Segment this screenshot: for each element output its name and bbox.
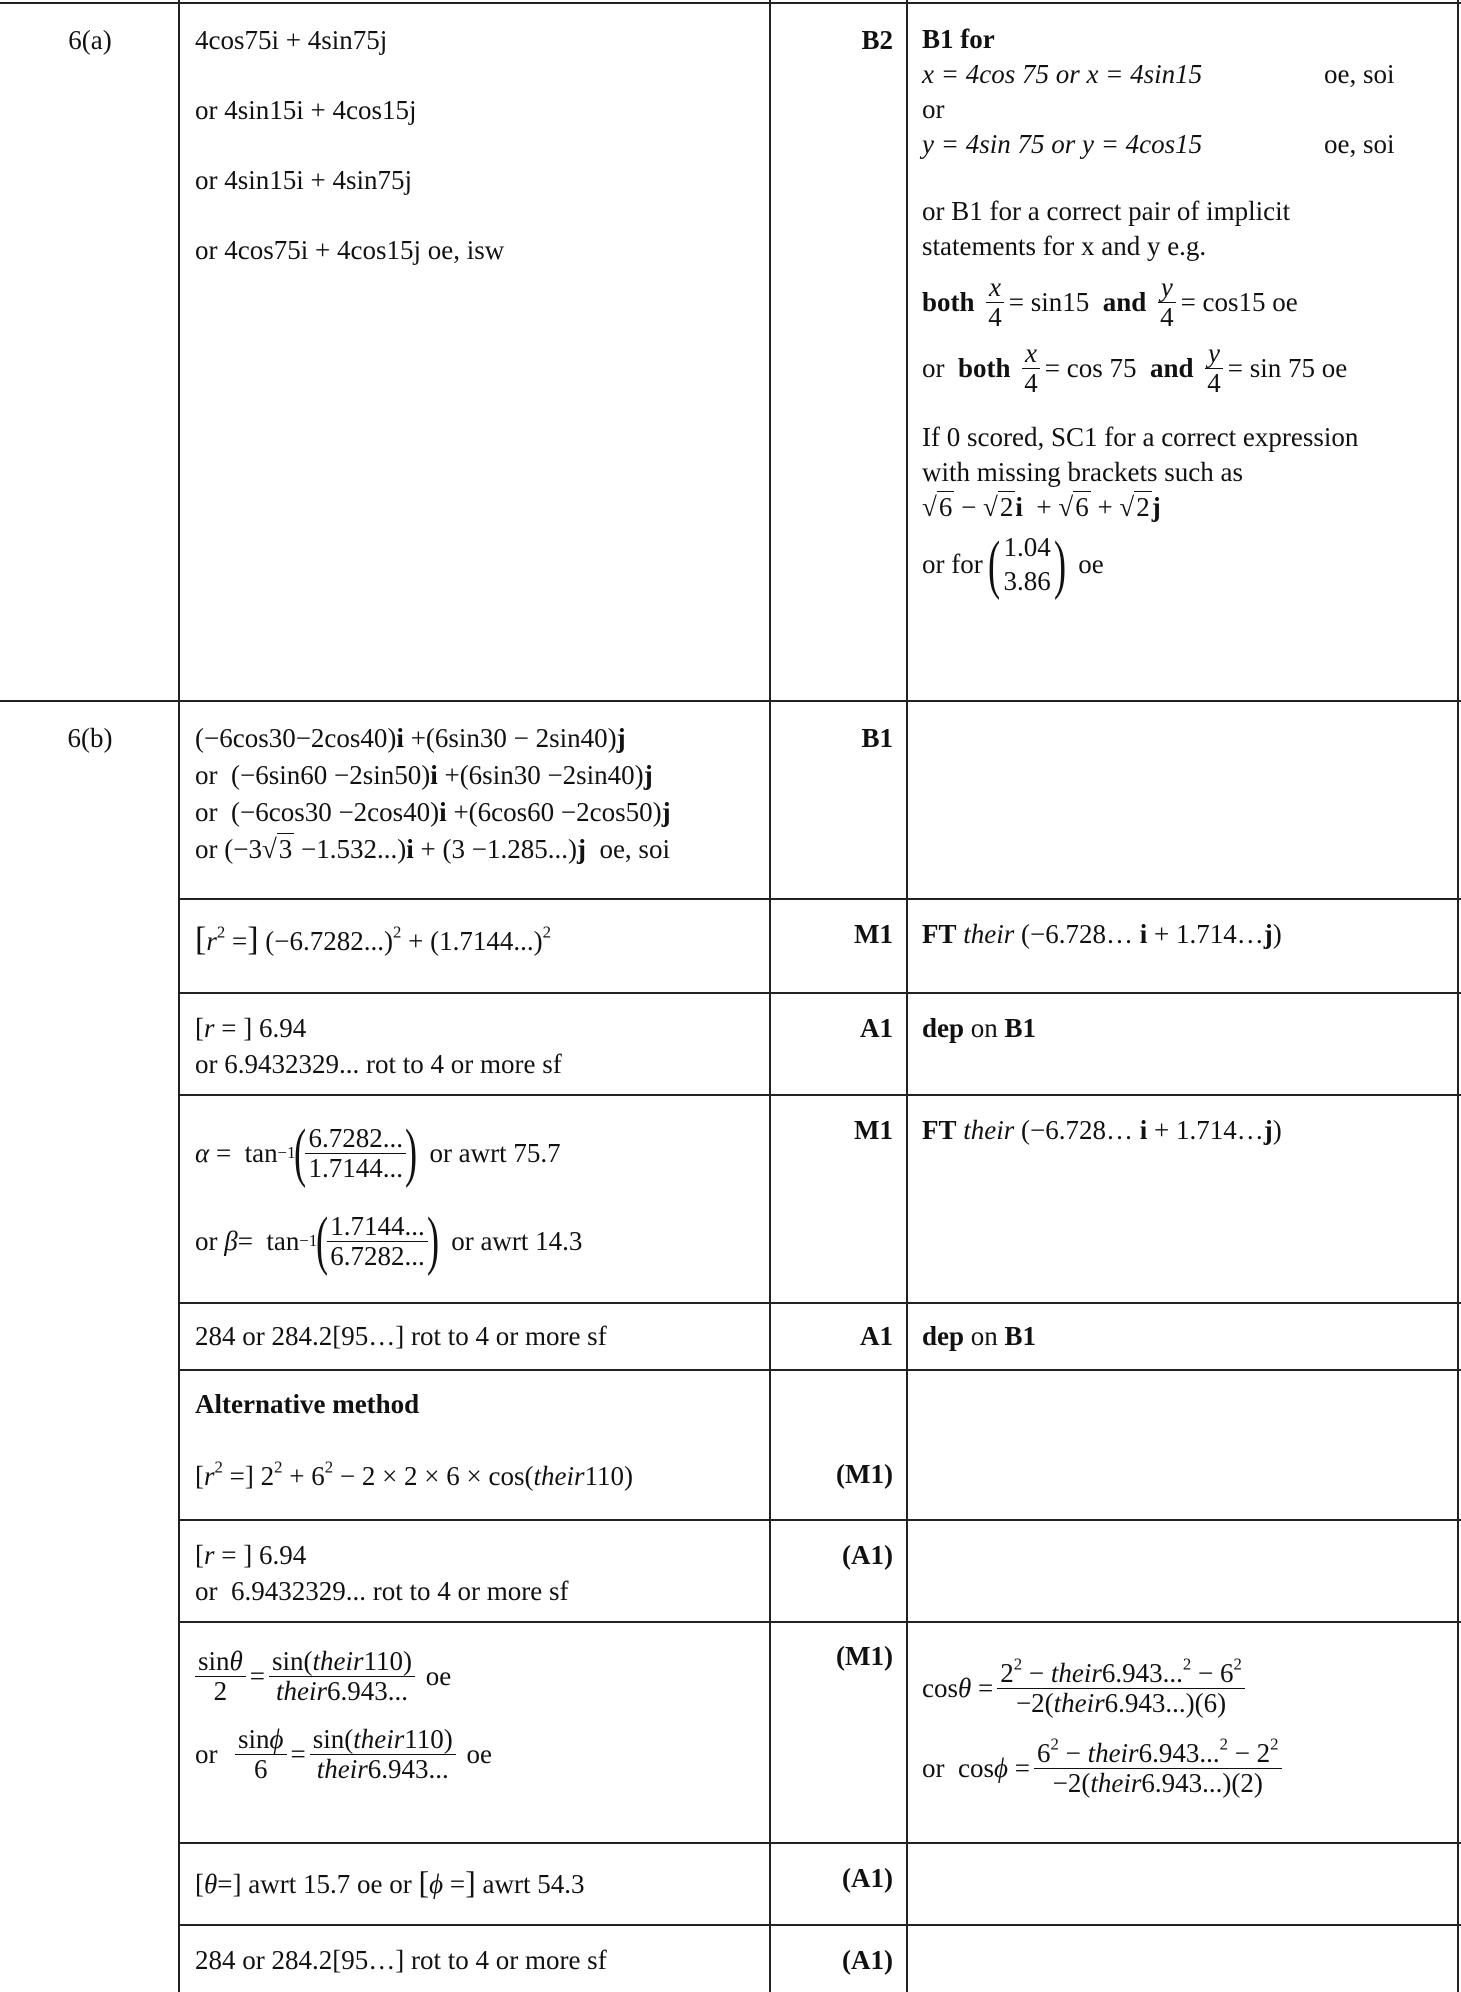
answer-cell — [195, 1386, 765, 1494]
guidance-line: If 0 scored, SC1 for a correct expression — [922, 422, 1359, 452]
row-divider — [179, 898, 1461, 900]
answer-cell — [195, 1318, 765, 1354]
answer-line: 284 or 284.2[95…] rot to 4 or more sf — [195, 1321, 607, 1351]
answer-line: or 4cos75i + 4cos15j oe, isw — [195, 235, 505, 265]
answer-cell — [195, 22, 755, 268]
mark-value: (A1) — [842, 1945, 893, 1975]
beta-numerator: 1.7144... — [327, 1212, 428, 1241]
answer-line: [$r^2$ =] $2^2 + 6^2 - 2 \times 2 \times 6$ × cos(their110) — [195, 1457, 633, 1491]
beta-line: or β = tan −1 ( $\frac{1.7144...}{6.7282...}$ ) or awrt 14.3 — [195, 1204, 583, 1277]
mark-value: (M1) — [836, 1459, 893, 1489]
both-line-2: or both $\frac{x}{4}$ = cos 75 and $\frac{y}{4}$ = sin 75 oe — [922, 338, 1348, 398]
mark-value: A1 — [860, 1013, 893, 1043]
guidance-y-row — [922, 127, 1447, 162]
guidance-x-row — [922, 57, 1447, 92]
guidance-cell — [922, 1112, 1447, 1148]
column-divider — [178, 0, 180, 1992]
guidance-line: statements for x and y e.g. — [922, 231, 1207, 261]
answer-line: [θ=] awrt 15.7 oe or [ϕ =] awrt 54.3 — [195, 1864, 585, 1900]
row-divider — [179, 1369, 1461, 1371]
table-top-border — [0, 2, 1461, 4]
sine-theta-line: $\frac{\sin\theta}{2}$ = $\frac{\text{sin(their110)}}{\text{their6.943...}}$ oe — [195, 1638, 765, 1714]
answer-line: or 6.9432329... rot to 4 or more sf — [195, 1049, 562, 1079]
mark-value: B2 — [861, 25, 893, 55]
alpha-line: α = tan −1 ( $\frac{6.7282...}{1.7144...}$ ) or awrt 75.7 — [195, 1116, 561, 1189]
row-divider — [179, 992, 1461, 994]
answer-cell — [195, 1112, 765, 1282]
sc-expression: √6 − √2i + √6 + √2j — [922, 492, 1161, 522]
answer-line: [$r^2$ =] $(-6.7282...)^2 + (1.7144...)^2$ — [195, 921, 551, 958]
guidance-cell — [922, 916, 1447, 952]
answer-line: [r = ] 6.94 — [195, 1540, 307, 1570]
cos-phi-line: or cos ϕ = $\frac{6^2 - their6.943...^2 - 2^2}{\text{−2(their6.943...)(2)}}$ — [922, 1728, 1452, 1808]
answer-line: (−6cos30−2cos40)i +(6sin30 − 2sin40)j — [195, 723, 626, 753]
guidance-line: oe, soi — [1324, 59, 1395, 89]
guidance-line: x = 4cos 75 or x = 4sin15 — [922, 59, 1203, 89]
column-divider — [769, 0, 771, 1992]
mark-value: B1 — [861, 723, 893, 753]
row-divider — [179, 1519, 1461, 1521]
answer-cell — [195, 1942, 765, 1978]
guidance-line: oe, soi — [1324, 129, 1395, 159]
answer-cell — [195, 1638, 765, 1792]
row-divider — [179, 1302, 1461, 1304]
answer-line: or (−6cos30 −2cos40)i +(6cos60 −2cos50)j — [195, 797, 671, 827]
column-divider — [1457, 0, 1459, 1992]
mark-value: (A1) — [842, 1863, 893, 1893]
guidance-line: y = 4sin 75 or y = 4cos15 — [922, 129, 1203, 159]
answer-cell — [195, 1010, 765, 1082]
row-divider — [179, 1842, 1461, 1844]
answer-line: or (−3√3 −1.532...)i + (3 −1.285...)j oe, soi — [195, 834, 670, 864]
question-number: 6(b) — [67, 723, 113, 753]
answer-line: or 4sin15i + 4sin75j — [195, 165, 412, 195]
guidance-line: or B1 for a correct pair of implicit — [922, 196, 1291, 226]
sine-phi-line: or $\frac{\sin\phi}{6}$ = $\frac{\text{sin(their110)}}{\text{their6.943...}}$ oe — [195, 1724, 492, 1784]
vector-top: 1.04 — [1003, 532, 1051, 562]
vector-bottom: 3.86 — [1003, 565, 1051, 596]
answer-line: or 4sin15i + 4cos15j — [195, 95, 417, 125]
mark-value: M1 — [854, 919, 893, 949]
guidance-cell — [922, 1648, 1452, 1808]
guidance-line: with missing brackets such as — [922, 457, 1243, 487]
answer-line: or (−6sin60 −2sin50)i +(6sin30 −2sin40)j — [195, 760, 653, 790]
guidance-cell — [922, 22, 1447, 599]
answer-line: 284 or 284.2[95…] rot to 4 or more sf — [195, 1945, 607, 1975]
answer-cell — [195, 1537, 765, 1609]
answer-cell — [195, 922, 765, 959]
both-line: both $\frac{x}{4}$ = sin15 and $\frac{y}{4}$ = cos15 oe — [922, 272, 1298, 332]
mark-value: A1 — [860, 1321, 893, 1351]
alpha-numerator: 6.7282... — [305, 1124, 406, 1153]
answer-line: 4cos75i + 4sin75j — [195, 25, 388, 55]
guidance-line: or — [922, 94, 945, 124]
cos-theta-line: cos θ = $\frac{2^2 - their6.943...^2 - 6^2}{\text{−2(their6.943...)(6)}}$ — [922, 1648, 1452, 1728]
alpha-denominator: 1.7144... — [308, 1152, 403, 1183]
question-number: 6(a) — [68, 25, 112, 55]
mark-value: M1 — [854, 1115, 893, 1145]
answer-line: or 6.9432329... rot to 4 or more sf — [195, 1576, 569, 1606]
beta-tail: or awrt 14.3 — [451, 1226, 583, 1256]
guidance-line: FT their (−6.728… i + 1.714…j) — [922, 1115, 1282, 1145]
alpha-tail: or awrt 75.7 — [429, 1138, 561, 1168]
row-divider-6a — [0, 700, 1461, 702]
guidance-line: dep on B1 — [922, 1321, 1037, 1351]
answer-line: [r = ] 6.94 — [195, 1013, 307, 1043]
vector-line — [922, 527, 1447, 601]
or-for-text: or for — [922, 549, 983, 580]
vector-oe: oe — [1078, 549, 1104, 580]
answer-cell — [195, 720, 765, 868]
row-divider — [179, 1621, 1461, 1623]
guidance-cell — [922, 1010, 1447, 1046]
guidance-line: B1 for — [922, 24, 995, 54]
guidance-line: FT their (−6.728… i + 1.714…j) — [922, 919, 1282, 949]
column-divider — [906, 0, 908, 1992]
row-divider — [179, 1924, 1461, 1926]
beta-denominator: 6.7282... — [330, 1240, 425, 1271]
alternative-heading: Alternative method — [195, 1389, 420, 1419]
guidance-line: dep on B1 — [922, 1013, 1037, 1043]
row-divider — [179, 1094, 1461, 1096]
mark-value: (A1) — [842, 1540, 893, 1570]
mark-value: (M1) — [836, 1641, 893, 1671]
answer-cell — [195, 1864, 765, 1902]
column-vector: ( 1.04 3.86 ) — [988, 527, 1066, 601]
guidance-cell — [922, 1318, 1447, 1354]
